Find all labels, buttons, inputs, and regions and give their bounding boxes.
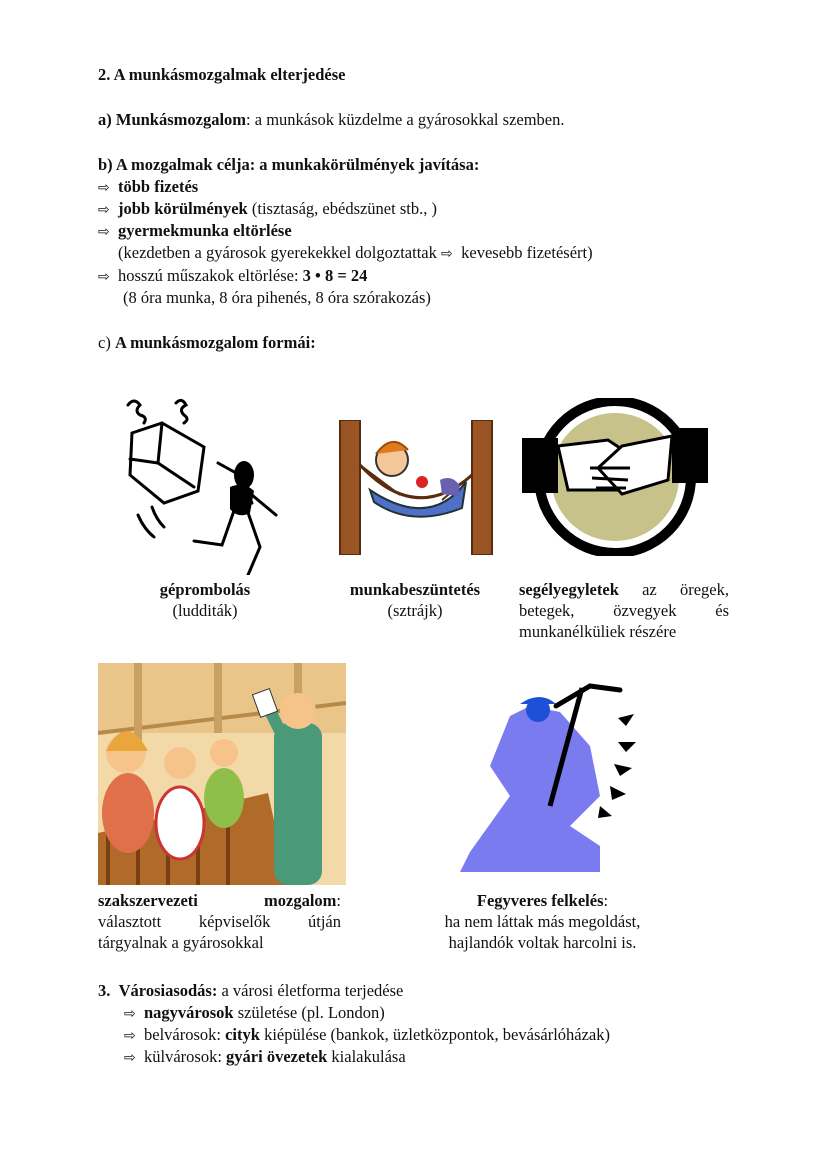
handshake-illustration: [520, 398, 710, 556]
arrow-icon: ⇨: [124, 1050, 136, 1066]
urbanization-item: ⇨ belvárosok: cityk kiépülése (bankok, üzletközpontok, bevásárlóházak): [124, 1025, 610, 1044]
goal-item: ⇨ gyermekmunka eltörlése: [98, 221, 292, 240]
forms-heading: c) A munkásmozgalom formái:: [98, 333, 316, 352]
section-3-heading: 3. Városiasodás: a városi életforma terjedése: [98, 981, 404, 1000]
definition-line: a) Munkásmozgalom: a munkások küzdelme a gyárosokkal szemben.: [98, 110, 565, 129]
arrow-icon: ⇨: [98, 269, 110, 285]
arrow-icon: ⇨: [98, 202, 110, 218]
caption-mutual-aid: segélyegyletek az öregek, betegek, özvegyek és munkanélküliek részére: [519, 580, 729, 641]
child-labor-note: (kezdetben a gyárosok gyerekekkel dolgoztattak ⇨ kevesebb fizetésért): [118, 243, 593, 262]
goal-item: ⇨ több fizetés: [98, 177, 199, 196]
machine-breaking-illustration: [118, 395, 288, 575]
trade-union-illustration: [98, 663, 346, 885]
goal-item: ⇨ jobb körülmények (tisztaság, ebédszünet stb., ): [98, 199, 437, 218]
arrow-icon: ⇨: [441, 246, 453, 262]
urbanization-item: ⇨ külvárosok: gyári övezetek kialakulása: [124, 1047, 406, 1066]
shift-note: (8 óra munka, 8 óra pihenés, 8 óra szórakozás): [123, 288, 431, 307]
caption-machine-breaking: géprombolás (ludditák): [159, 580, 251, 620]
goals-heading: b) A mozgalmak célja: a munkakörülmények javítása:: [98, 155, 480, 174]
caption-trade-union: szakszervezeti mozgalom: választott képviselők útján tárgyalnak a gyárosokkal: [98, 891, 341, 952]
arrow-icon: ⇨: [98, 180, 110, 196]
strike-illustration: [330, 420, 500, 555]
armed-uprising-illustration: [450, 676, 640, 872]
arrow-icon: ⇨: [124, 1028, 136, 1044]
arrow-icon: ⇨: [98, 224, 110, 240]
caption-strike: munkabeszüntetés (sztrájk): [349, 580, 481, 620]
caption-armed-uprising: Fegyveres felkelés: ha nem láttak más megoldást, hajlandók voltak harcolni is.: [444, 891, 641, 952]
section-2-heading: 2. A munkásmozgalmak elterjedése: [98, 65, 346, 84]
urbanization-item: ⇨ nagyvárosok születése (pl. London): [124, 1003, 385, 1022]
arrow-icon: ⇨: [124, 1006, 136, 1022]
goal-item: ⇨ hosszú műszakok eltörlése: 3 • 8 = 24: [98, 266, 368, 285]
